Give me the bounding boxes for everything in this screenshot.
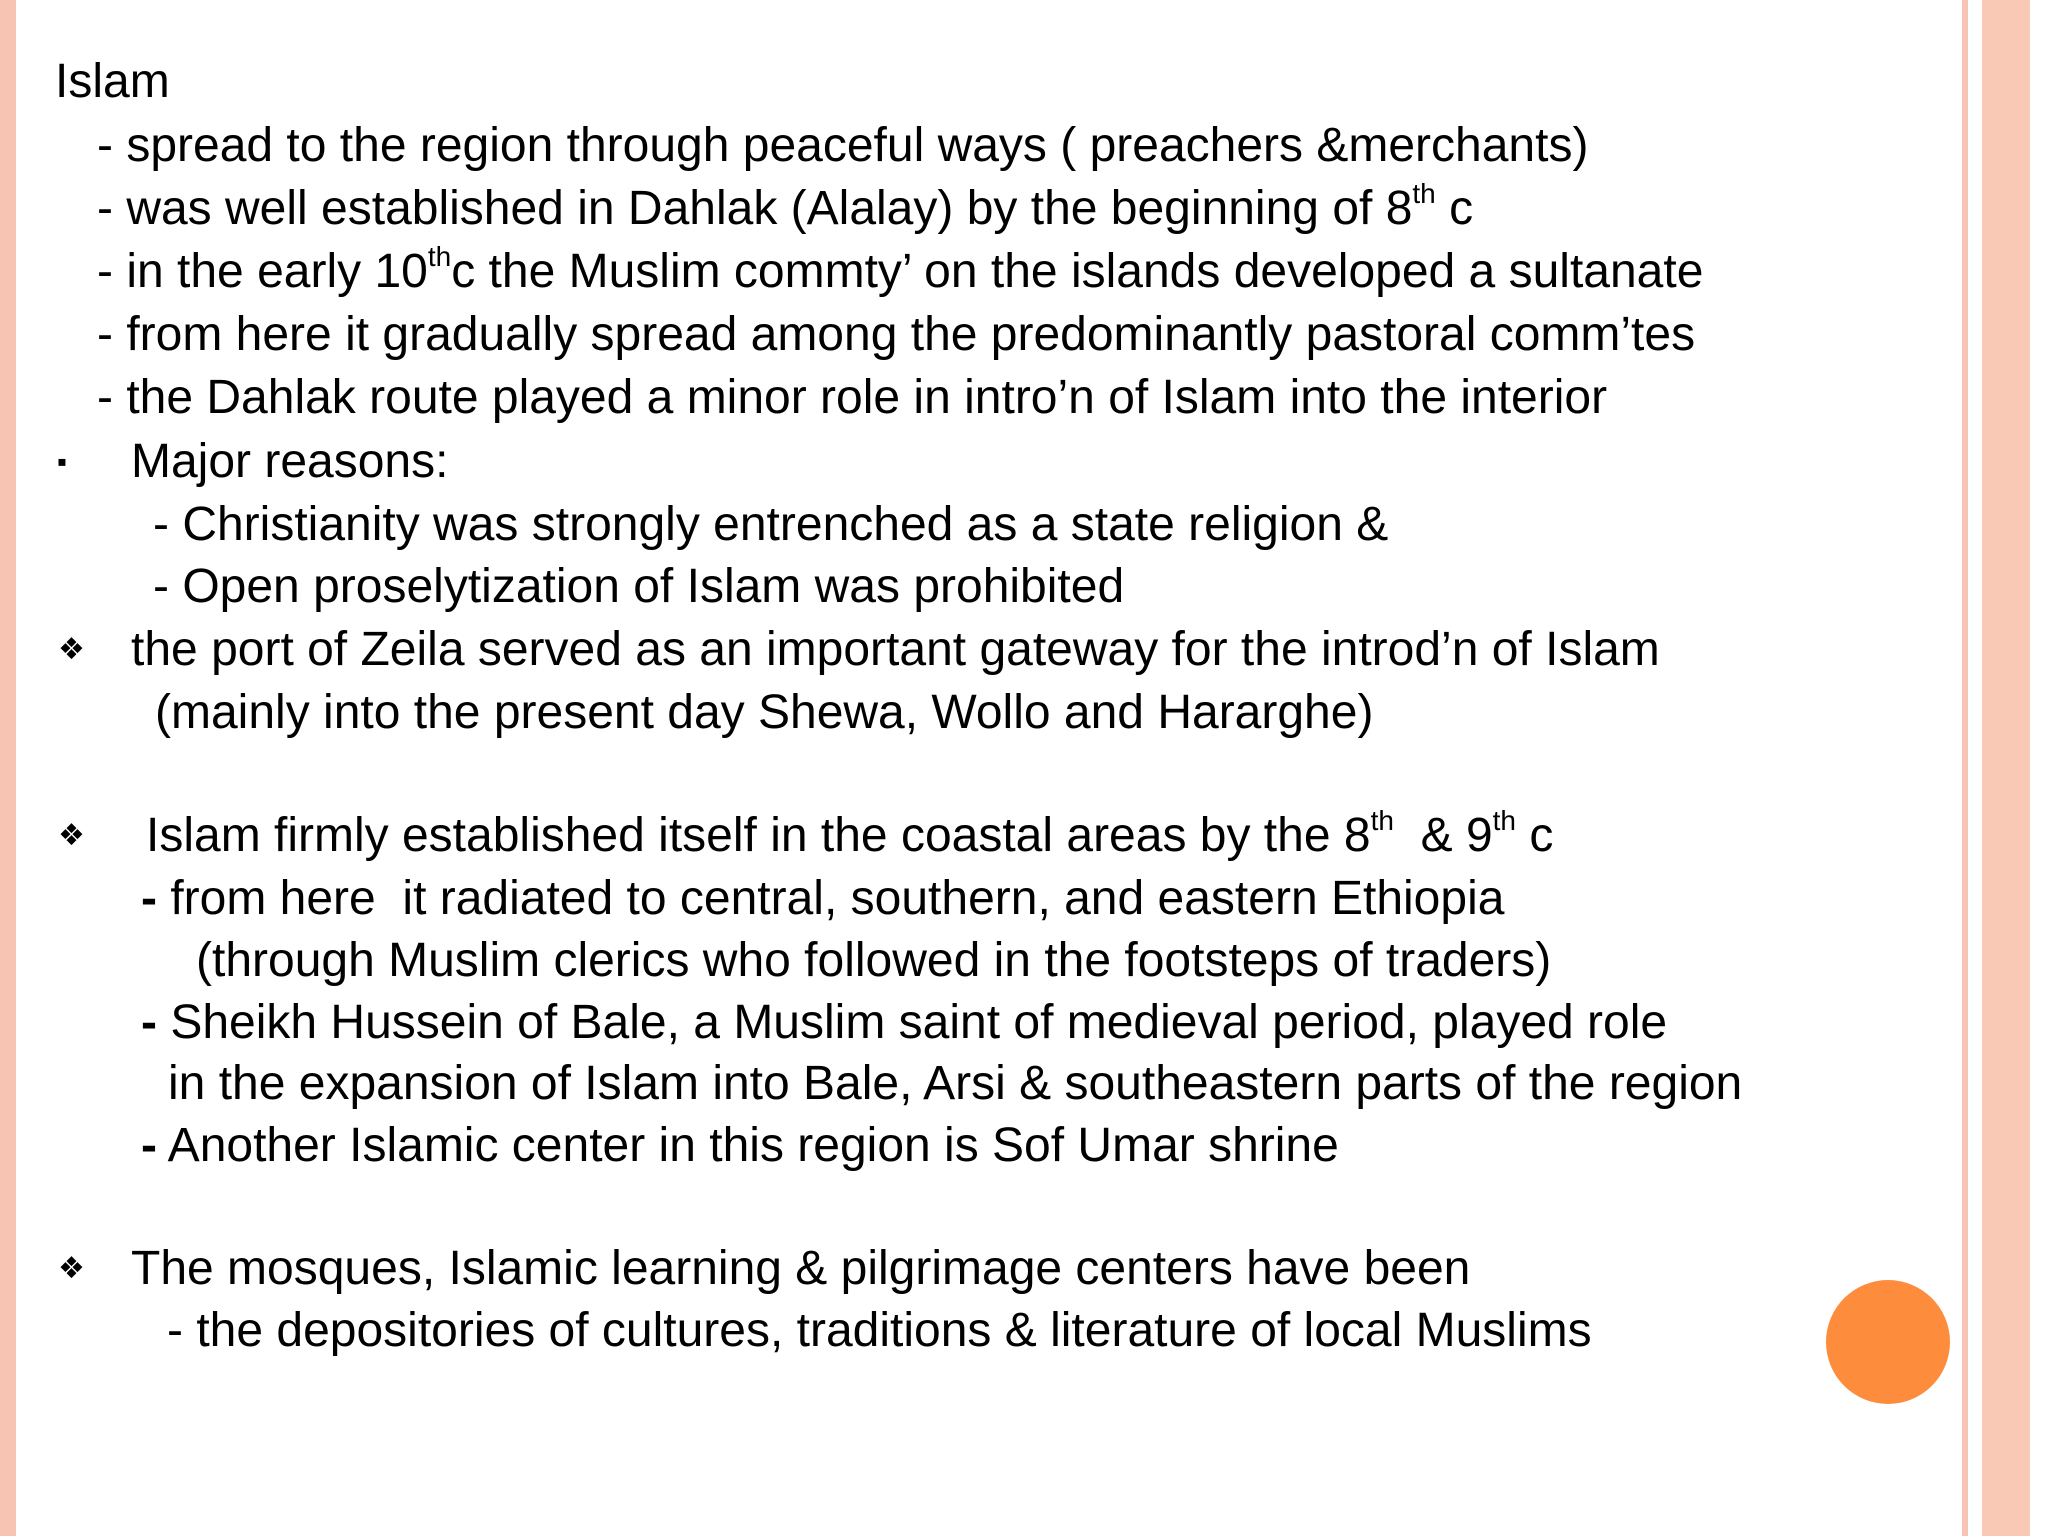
- coastal-subpoint-2: - Sheikh Hussein of Bale, a Muslim saint of medieval period, played role: [141, 996, 1668, 1049]
- four-diamond-bullet-icon: ❖: [58, 819, 85, 852]
- islam-point-4: - from here it gradually spread among the predominantly pastoral comm’tes: [97, 308, 1696, 361]
- islam-point-3: - in the early 10thc the Muslim commty’ on the islands developed a sultanate: [97, 241, 1704, 298]
- islam-point-2: - was well established in Dahlak (Alalay) by the beginning of 8th c: [97, 178, 1474, 235]
- zeila-point: the port of Zeila served as an important gateway for the introd’n of Islam: [131, 623, 1660, 676]
- coastal-subpoint-3: - Another Islamic center in this region is Sof Umar shrine: [141, 1119, 1339, 1172]
- islam-point-5: - the Dahlak route played a minor role in intro’n of Islam into the interior: [97, 371, 1608, 424]
- coastal-subpoint-1-continuation: (through Muslim clerics who followed in the footsteps of traders): [196, 934, 1552, 987]
- four-diamond-bullet-icon: ❖: [58, 633, 85, 666]
- square-bullet-icon: ▪: [57, 446, 67, 477]
- major-reason-1: - Christianity was strongly entrenched as a state religion &: [153, 498, 1389, 551]
- right-border-thick-strip: [1982, 0, 2030, 1536]
- major-reasons-title: Major reasons:: [131, 435, 449, 488]
- coastal-subpoint-2-continuation: in the expansion of Islam into Bale, Arsi & southeastern parts of the region: [168, 1057, 1743, 1110]
- coastal-point: Islam firmly established itself in the coastal areas by the 8th & 9th c: [146, 805, 1554, 862]
- right-border-thin-strip: [1962, 0, 1968, 1536]
- islam-point-1: - spread to the region through peaceful ways ( preachers &merchants): [97, 119, 1589, 172]
- mosques-point: The mosques, Islamic learning & pilgrimage centers have been: [131, 1242, 1471, 1295]
- major-reason-2: - Open proselytization of Islam was prohibited: [153, 560, 1125, 613]
- coastal-subpoint-1: - from here it radiated to central, southern, and eastern Ethiopia: [141, 872, 1505, 925]
- zeila-point-continuation: (mainly into the present day Shewa, Wollo and Hararghe): [155, 686, 1374, 739]
- slide-heading: Islam: [55, 55, 170, 108]
- four-diamond-bullet-icon: ❖: [58, 1252, 85, 1285]
- mosques-point-continuation: - the depositories of cultures, traditions & literature of local Muslims: [167, 1304, 1592, 1357]
